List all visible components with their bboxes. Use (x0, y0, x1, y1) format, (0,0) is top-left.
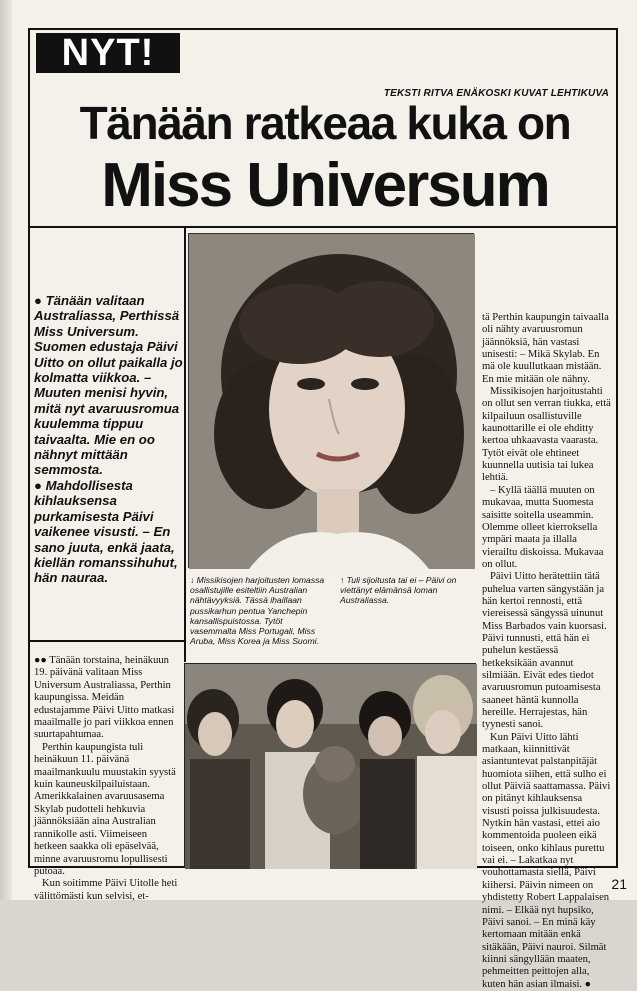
body-paragraph-6: – Kyllä täällä muuten on mukavaa, mutta Suomesta saisitte soitella useammin. Olemme olleet kierroksella ympäri maata ja illalla vierailtu diskoissa. Mukavaa on ollut. (482, 484, 604, 570)
lead-bottom-rule (30, 640, 184, 642)
body-paragraph-1: ●● Tänään torstaina, heinäkuun 19. päivänä valitaan Miss Universum Australiassa, Perthin kaupungissa. Meidän edustajamme Päivi Uitto matkasi maailmalle jo pari viikkoa ennen suurtapahtumaa. (34, 655, 175, 741)
group-illustration (185, 664, 477, 869)
headline-line-1: Tänään ratkeaa kuka on (79, 97, 571, 149)
body-paragraph-4: tä Perthin kaupungin taivaalla oli nähty avaruusromun jäännöksiä, hän vastasi unisesti: – Mikä Skylab. En mä ole kuullutkaan mistään. En mie mitään ole nähny. (482, 312, 609, 385)
photo-caption-2: ↑ Tuli sijoitusta tai ei – Päivi on viettänyt elämänsä loman Australiassa. (340, 575, 457, 606)
headline-line-2: Miss Universum (101, 151, 549, 220)
lead-paragraphs (34, 293, 184, 586)
page-spine-shadow (0, 0, 12, 900)
page-number: 21 (611, 876, 627, 892)
lead-paragraph-1: ● Tänään valitaan Australiassa, Perthissä Miss Universum. Suomen edustaja Päivi Uitto on ollut paikalla jo kolmatta viikkoa. – Muuten menisi hyvin, mitä nyt avaruusromua kuulemma tippuu taivaalta. Mie en oo nähnyt mittään semmosta. (34, 293, 183, 478)
body-paragraph-3: Kun soitimme Päivi Uitolle heti välittömästi kun selvisi, et- (34, 878, 178, 902)
headline-rule (30, 226, 616, 228)
lead-paragraph-2: ● Mahdollisesta kihlauksensa purkamisesta Päivi vaikenee visusti. – En sano juuta, enkä jaata, kiellän romanssihuhut, hän nauraa. (34, 477, 178, 586)
body-column-left (34, 655, 180, 903)
body-paragraph-5: Missikisojen harjoitustahti on ollut sen verran tiukka, että kilpailuun osallistuville kaunottarille ei ole ehditty kertoa uhkaavasta vaarasta. Tytöt eivät ole ehtineet kuunnella uutisia tai lukea lehtiä. (482, 386, 611, 484)
section-badge: NYT! (36, 33, 180, 73)
photo-caption-1: ↓ Missikisojen harjoitusten lomassa osallistujille esiteltiin Australian nähtävyyksiä. Tässä ihaillaan pussikarhun pentua Yanchepin kansallispuistossa. Tytöt vasemmalta Miss Portugali, Miss Aruba, Miss Korea ja Miss Suomi. (190, 575, 325, 647)
group-photo (184, 663, 476, 868)
body-paragraph-8: Kun Päivi Uitto lähti matkaan, kiinnittivät asiantuntevat palstanpitäjät huomiota siihen, että sulho ei ollut Päiviä saattamassa. Päivi on pitänyt kihlauksensa visusti poissa julkisuudesta. Nytkin hän vastasi, ettei aio kommentoida puoleen eikä toiseen, onko kihlaus purettu vai ei. – Lakatkaa nyt vouhottamasta siellä, Päivi kiihersi. Päivin nimeen on yhdistetty Robert Lappalaisen nimi. – Elkää nyt hupsiko, Päivi sanoi. – En minä käy kertomaan mitään enkä sitäkään, Päivi nauroi. Silmät kiinni sängyllään maaten, pehmeitten peittojen alla, kuten hän asian ilmaisi. ● (482, 731, 611, 990)
article-credits: TEKSTI RITVA ENÄKOSKI KUVAT LEHTIKUVA (383, 88, 609, 99)
body-paragraph-2: Perthin kaupungista tuli heinäkuun 11. päivänä maailmankuulu muustakin syystä kuin kauneuskilpailuistaan. Amerikkalainen avaruusasema Skylab pudotteli hehkuvia jäännöksiään aina Australian rannikolle asti. Viimeiseen hetkeen saakka oli epäselvää, minne avaruusromu lopullisesti putoaa. (34, 741, 176, 877)
portrait-photo (188, 233, 474, 568)
body-paragraph-7: Päivi Uitto herätettiin tätä puhelua varten sängystään ja hän kertoi rennosti, että viereisessä sängyssä uinunut Miss Barbados vain kuorsasi. Päivi tunnusti, että hän ei puhelun kestäessä hetkeksikään avannut silmiään. Eivät edes tiedot avaruusromun putoamisesta saaneet häntä kunnolla hereille. Herrajestas, hän tyynesti sanoi. (482, 571, 607, 731)
portrait-illustration (189, 234, 475, 569)
body-column-right (482, 312, 612, 991)
column-rule-left (184, 228, 186, 662)
